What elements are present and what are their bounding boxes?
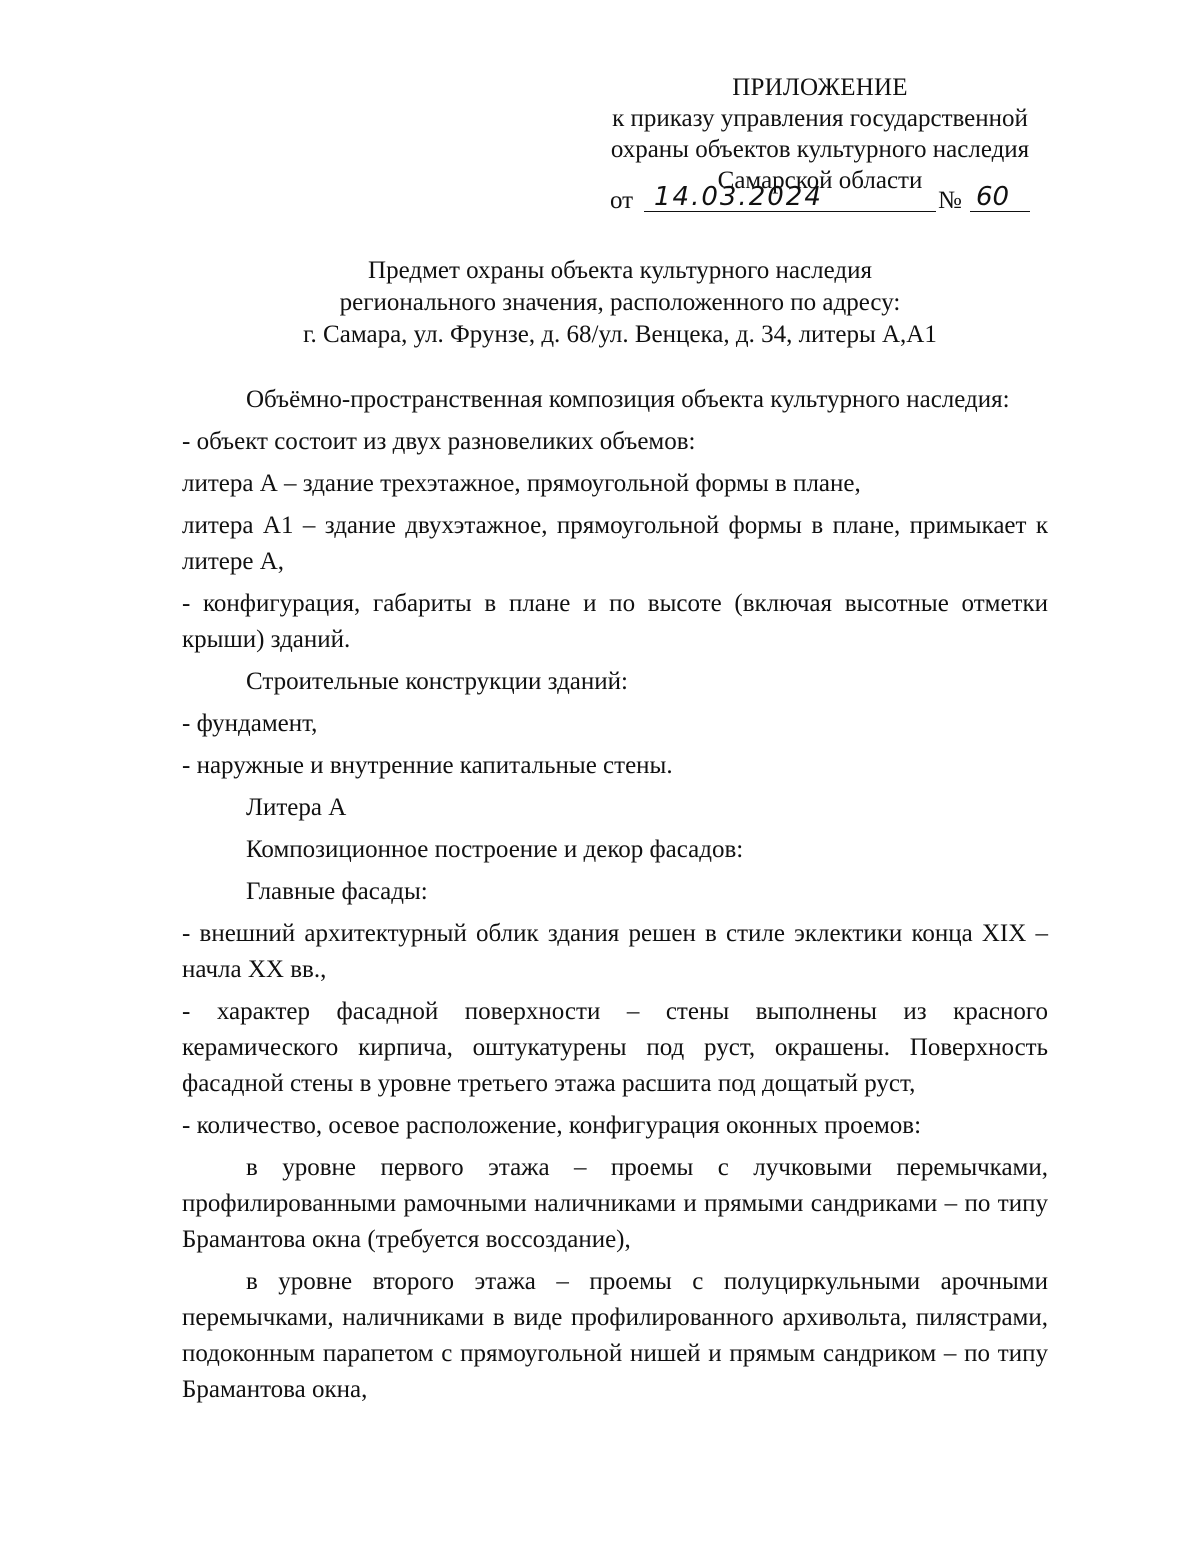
- paragraph: - характер фасадной поверхности – стены выполнены из красного керамического кирпича, оштукатурены под руст, окрашены. Поверхность фасадной стены в уровне третьего этажа расшита под дощатый руст,: [182, 998, 1048, 1097]
- paragraph: - внешний архитектурный облик здания решен в стиле эклектики конца XIX – начла XX вв.,: [182, 920, 1048, 983]
- paragraph: Строительные конструкции зданий:: [246, 668, 628, 695]
- order-date-number-line: [610, 182, 1030, 221]
- header-line: охраны объектов культурного наследия: [610, 136, 1030, 163]
- paragraph: литера А1 – здание двухэтажное, прямоугольной формы в плане, примыкает к литере А,: [182, 512, 1048, 575]
- paragraph: Композиционное построение и декор фасадов:: [246, 836, 744, 863]
- paragraph: - количество, осевое расположение, конфигурация оконных проемов:: [182, 1112, 922, 1139]
- paragraph: в уровне второго этажа – проемы с полуциркульными арочными перемычками, наличниками в виде профилированного архивольта, пилястрами, подоконным парапетом с прямоугольной нишей и прямым сандриком – по типу Брамантова окна,: [182, 1268, 1048, 1403]
- document-body: [182, 382, 1048, 1414]
- appendix-header: [595, 72, 1045, 196]
- header-line: к приказу управления государственной: [612, 105, 1028, 132]
- paragraph: - конфигурация, габариты в плане и по высоте (включая высотные отметки крыши) зданий.: [182, 590, 1048, 653]
- title-line: Предмет охраны объекта культурного наследия: [368, 257, 872, 284]
- date-label: от: [610, 187, 634, 214]
- handwritten-date: 14.03.2024: [644, 182, 936, 212]
- paragraph: - фундамент,: [182, 710, 318, 737]
- appendix-title: ПРИЛОЖЕНИЕ: [732, 74, 908, 101]
- paragraph: - наружные и внутренние капитальные стены.: [182, 752, 673, 779]
- title-line: г. Самара, ул. Фрунзе, д. 68/ул. Венцека, д. 34, литеры А,А1: [303, 321, 937, 348]
- section-heading: Литера А: [246, 794, 347, 821]
- number-label: №: [938, 187, 962, 214]
- paragraph: Главные фасады:: [246, 878, 428, 905]
- paragraph: Объёмно-пространственная композиция объекта культурного наследия:: [246, 386, 1010, 413]
- document-title: [270, 255, 970, 351]
- title-line: регионального значения, расположенного по адресу:: [339, 289, 901, 316]
- paragraph: в уровне первого этажа – проемы с лучковыми перемычками, профилированными рамочными наличниками и прямыми сандриками – по типу Брамантова окна (требуется воссоздание),: [182, 1154, 1048, 1253]
- paragraph: - объект состоит из двух разновеликих объемов:: [182, 428, 696, 455]
- header-line: Самарской области: [717, 167, 923, 194]
- handwritten-number: 60: [970, 182, 1030, 212]
- paragraph: литера А – здание трехэтажное, прямоугольной формы в плане,: [182, 470, 861, 497]
